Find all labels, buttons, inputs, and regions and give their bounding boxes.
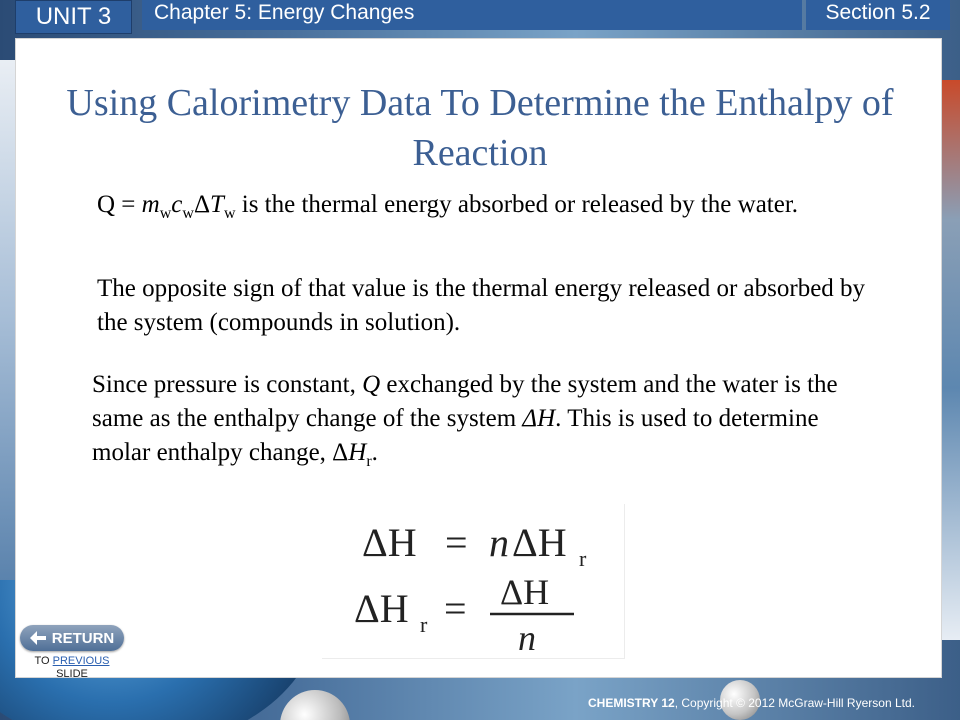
- eq1-lhs: ΔH: [362, 520, 417, 565]
- back-arrow-icon: [30, 631, 46, 645]
- eq1-n: n: [489, 520, 509, 565]
- atom-ball-decoration: [280, 690, 350, 720]
- return-button[interactable]: [20, 625, 124, 651]
- eq2-equals: =: [444, 586, 467, 631]
- eq1-sub: r: [579, 546, 587, 571]
- chapter-tab: Chapter 5: Energy Changes: [142, 0, 802, 30]
- equations-svg: [322, 504, 624, 658]
- eq2-sub: r: [420, 612, 428, 637]
- copyright-footer: CHEMISTRY 12, Copyright © 2012 McGraw-Hill Ryerson Ltd.: [588, 696, 915, 710]
- slide-title: Using Calorimetry Data To Determine the Enthalpy of Reaction: [66, 82, 894, 174]
- return-label: RETURN: [51, 629, 115, 647]
- return-caption: TO PREVIOUS SLIDE: [34, 655, 110, 680]
- unit-tab: UNIT 3: [15, 0, 132, 34]
- paragraph-pressure-constant: Since pressure is constant, Q exchanged by the system and the water is the same as the enthalpy change of the system ΔH. This is used to determine molar enthalpy change, $\Delta H_r$.: [92, 371, 838, 470]
- eq2-lhs: ΔH: [354, 586, 409, 631]
- eq2-numerator: ΔH: [500, 572, 550, 612]
- previous-link[interactable]: PREVIOUS: [52, 655, 110, 667]
- paragraph-thermal-energy: $Q = m_wc_w\Delta T_w$ is the thermal energy absorbed or released by the water.: [97, 191, 799, 222]
- section-tab: Section 5.2: [806, 0, 950, 30]
- return-control: [20, 625, 130, 681]
- enthalpy-equations: [322, 504, 625, 659]
- eq1-rhs: ΔH: [512, 520, 567, 565]
- paragraph-opposite-sign: The opposite sign of that value is the thermal energy released or absorbed by the system (compounds in solution).: [97, 275, 866, 336]
- header-bar: [0, 0, 960, 36]
- eq1-equals: =: [445, 520, 468, 565]
- eq2-denominator: n: [518, 618, 536, 658]
